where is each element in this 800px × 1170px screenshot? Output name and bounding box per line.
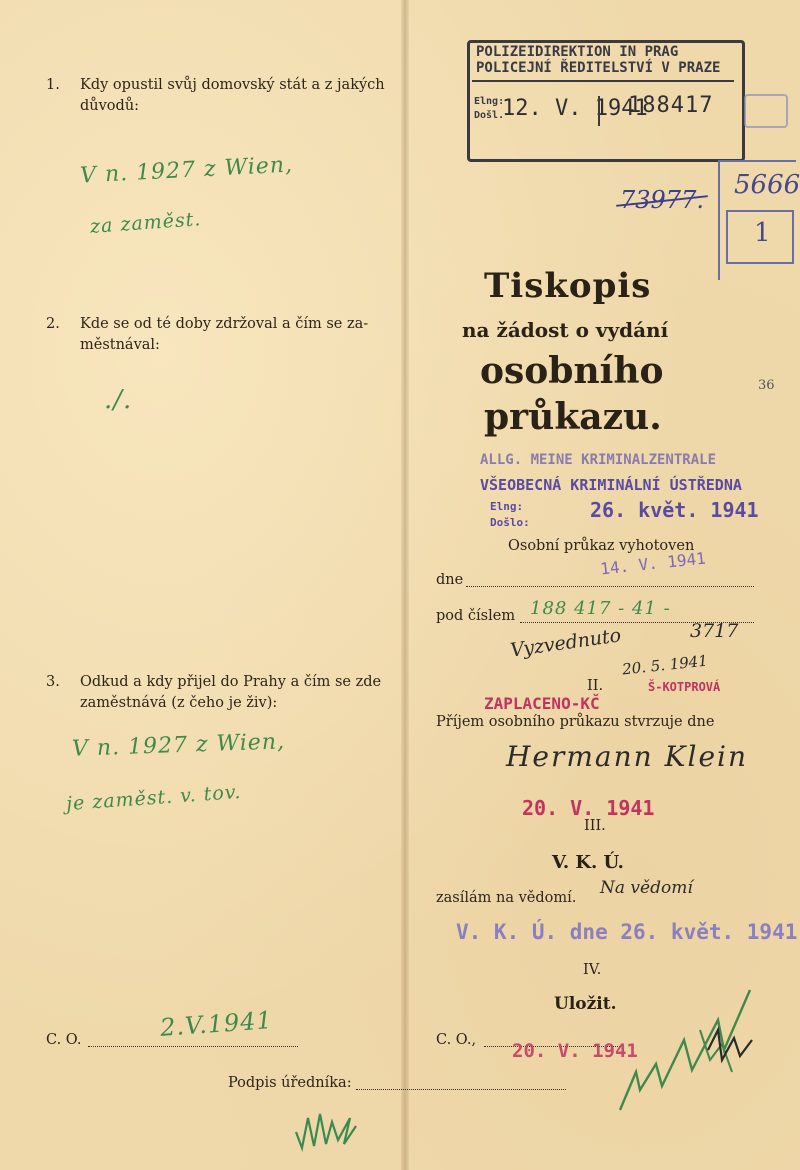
side-mark: 36 bbox=[758, 378, 775, 393]
zasilam-label: zasílám na vědomí. bbox=[436, 890, 577, 906]
pod-cislem-handwriting: 188 417 - 41 - bbox=[530, 598, 671, 619]
police-stamp-date: 12. V. 1941 bbox=[502, 96, 648, 121]
form-title-line2: osobního bbox=[480, 350, 664, 392]
police-stamp-separator bbox=[598, 96, 626, 126]
date-stamp-2: 20. V. 1941 bbox=[512, 1040, 638, 1062]
official-signature-scribble bbox=[292, 1104, 364, 1154]
zaplaceno-stamp: ZAPLACENO-KČ bbox=[484, 694, 600, 713]
police-stamp-dosl: Došl. bbox=[474, 110, 505, 121]
dark-signature-mark bbox=[700, 1020, 760, 1070]
vku-heading: V. K. Ú. bbox=[552, 852, 624, 873]
q3-text-line1: Odkud a kdy přijel do Prahy a čím se zde bbox=[80, 674, 382, 690]
form-title-line3: průkazu. bbox=[484, 396, 662, 438]
faint-stamp-mark bbox=[744, 94, 788, 128]
registry-number: 5666 bbox=[734, 170, 800, 200]
left-co-handwriting: 2.V.1941 bbox=[159, 1006, 274, 1042]
dne-label: dne bbox=[436, 572, 464, 588]
date-stamp-1: 20. V. 1941 bbox=[522, 796, 655, 820]
ulozit-label: Uložit. bbox=[554, 994, 617, 1014]
registry-inner-box bbox=[726, 210, 794, 264]
page-fold bbox=[401, 0, 409, 1170]
dne-stamp-date: 14. V. 1941 bbox=[599, 548, 707, 579]
kriminal-stamp-elng: Elng: bbox=[490, 500, 524, 513]
q1-text-line2: důvodů: bbox=[80, 98, 140, 114]
signature-label: Podpis úředníka: bbox=[228, 1075, 352, 1091]
police-stamp-divider bbox=[472, 80, 734, 82]
vku-date-stamp: V. K. Ú. dne 26. květ. 1941 bbox=[456, 920, 798, 944]
number-3717: 3717 bbox=[690, 620, 739, 642]
right-co-label: C. O., bbox=[436, 1032, 477, 1048]
struck-number: 73977. bbox=[620, 186, 704, 214]
police-stamp-number: 188417 bbox=[628, 93, 714, 118]
q1-handwriting-line1: V n. 1927 z Wien, bbox=[79, 152, 294, 189]
kotprova-stamp: Š-KOTPROVÁ bbox=[648, 680, 721, 694]
vyzvednuto-date: 20. 5. 1941 bbox=[621, 651, 709, 679]
section-iv: IV. bbox=[583, 962, 602, 978]
q2-text-line2: městnával: bbox=[80, 337, 160, 353]
section-ii: II. bbox=[587, 678, 604, 694]
signature-dotted-line bbox=[356, 1089, 566, 1090]
vyzvednuto-handwriting: Vyzvednuto bbox=[509, 624, 623, 662]
form-subtitle: na žádost o vydání bbox=[462, 318, 669, 342]
dne-dotted-line bbox=[466, 586, 754, 587]
form-title: Tiskopis bbox=[484, 266, 652, 306]
registry-inner-number: 1 bbox=[754, 218, 771, 248]
q2-text-line1: Kde se od té doby zdržoval a čím se za- bbox=[80, 316, 369, 332]
q3-number: 3. bbox=[46, 674, 60, 690]
zasilam-handwriting: Na vědomí bbox=[600, 878, 693, 898]
registry-box bbox=[718, 160, 800, 280]
recipient-signature: Hermann Klein bbox=[506, 740, 749, 773]
police-stamp-elng: Elng: bbox=[474, 96, 505, 107]
kriminal-stamp-line1: ALLG. MEINE KRIMINALZENTRALE bbox=[480, 452, 717, 468]
prijem-label: Příjem osobního průkazu stvrzuje dne bbox=[436, 714, 715, 730]
left-co-dotted-line bbox=[88, 1046, 298, 1047]
police-stamp-line2: POLICEJNÍ ŘEDITELSTVÍ V PRAZE bbox=[476, 60, 721, 76]
q2-handwriting: ./. bbox=[104, 385, 133, 415]
left-co-label: C. O. bbox=[46, 1032, 82, 1048]
q3-handwriting-line2: je zaměst. v. tov. bbox=[65, 780, 242, 816]
kriminal-stamp-dosl: Došlo: bbox=[490, 516, 530, 529]
q3-text-line2: zaměstnává (z čeho je živ): bbox=[80, 695, 278, 711]
vyhotoven-label: Osobní průkaz vyhotoven bbox=[508, 538, 695, 554]
q1-handwriting-line2: za zaměst. bbox=[89, 208, 203, 238]
pod-cislem-label: pod číslem bbox=[436, 608, 516, 624]
q1-text-line1: Kdy opustil svůj domovský stát a z jakých bbox=[80, 77, 385, 93]
section-iii: III. bbox=[584, 818, 606, 834]
q3-handwriting-line1: V n. 1927 z Wien, bbox=[71, 729, 286, 762]
q2-number: 2. bbox=[46, 316, 60, 332]
police-stamp-line1: POLIZEIDIREKTION IN PRAG bbox=[476, 44, 679, 60]
kriminal-stamp-date: 26. květ. 1941 bbox=[590, 498, 759, 522]
kriminal-stamp-line2: VŠEOBECNÁ KRIMINÁLNÍ ÚSTŘEDNA bbox=[480, 476, 742, 494]
q1-number: 1. bbox=[46, 77, 60, 93]
